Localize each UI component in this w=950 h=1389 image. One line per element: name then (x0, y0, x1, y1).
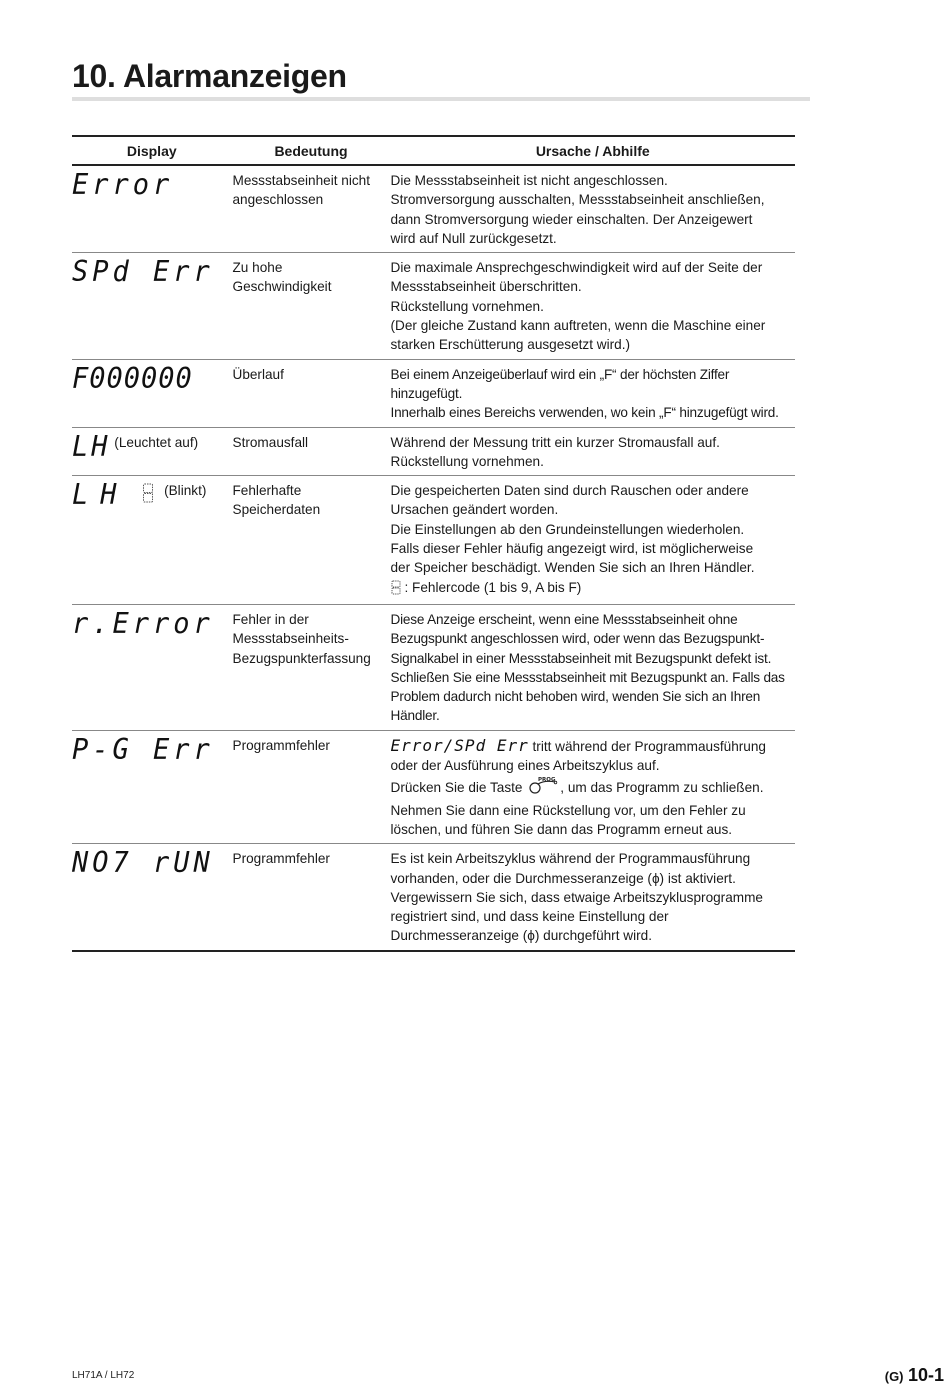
cause-text: , um das Programm zu schließen. (560, 780, 764, 796)
cause-line: dann Stromversorgung wieder einschalten. Der Anzeigewert (390, 211, 753, 227)
meaning-line: Fehler in der (232, 611, 309, 627)
meaning-line: Messstabseinheit nicht (232, 173, 371, 188)
cause-text: tritt während der Programmausführung (528, 738, 766, 754)
table-row (72, 427, 795, 476)
meaning-cell (232, 427, 390, 476)
table-header-row (72, 136, 795, 165)
display-cell (72, 844, 232, 951)
cause-line: Innerhalb eines Bereichs verwenden, wo kein „F“ hinzugefügt wird. (390, 405, 779, 421)
segment-text-error-spd-err: Error/SPd Err (390, 735, 529, 755)
meaning-cell (232, 476, 390, 605)
cause-line: Bei einem Anzeigeüberlauf wird ein „F“ der höchsten Ziffer hinzugefügt. (390, 366, 730, 401)
meaning-line: Speicherdaten (232, 502, 321, 518)
cause-line (391, 736, 790, 756)
meaning-line: Überlauf (232, 366, 284, 382)
cause-line: Rückstellung vornehmen. (390, 298, 544, 314)
meaning-line: Geschwindigkeit (232, 279, 332, 295)
display-cell (72, 476, 232, 605)
cause-line: Messstabseinheit überschritten. (390, 279, 582, 295)
cause-line: vorhanden, oder die Durchmesseranzeige (ϕ) ist aktiviert. (390, 870, 736, 886)
cause-line: Es ist kein Arbeitszyklus während der Programmausführung (390, 851, 751, 867)
cause-cell (390, 604, 795, 730)
footer-page: 10-1 (907, 1365, 944, 1385)
table-row (72, 730, 795, 843)
meaning-line: angeschlossen (232, 192, 324, 208)
cause-line: Signalkabel in einer Messstabseinheit mit Bezugspunkt defekt ist. (390, 650, 772, 666)
display-cell (72, 730, 232, 843)
footer-language-prefix: (G) (884, 1369, 904, 1384)
segment-display-prg-err: P-G Err (72, 733, 214, 767)
meaning-line: Programmfehler (232, 737, 330, 753)
cause-line: wird auf Null zurückgesetzt. (390, 230, 557, 246)
meaning-cell (232, 844, 390, 951)
cause-line: Diese Anzeige erscheint, wenn eine Messstabseinheit ohne (390, 611, 738, 627)
cause-line: Ursachen geändert worden. (390, 502, 559, 518)
meaning-line: Bezugspunkterfassung (232, 650, 371, 666)
footer-page-number (885, 1365, 944, 1386)
cause-line: starken Erschütterung ausgesetzt wird.) (390, 337, 631, 353)
segment-display-lh: LH (72, 430, 111, 464)
cause-line (391, 775, 790, 800)
prog-key-label: PROG (538, 777, 556, 784)
table-row (72, 476, 795, 605)
meaning-line: Messstabseinheits- (232, 631, 349, 647)
meaning-cell (232, 730, 390, 843)
cause-line: Rückstellung vornehmen. (390, 453, 544, 469)
header-meaning: Bedeutung (232, 136, 390, 165)
cause-cell (390, 476, 795, 605)
page-title: 10. Alarmanzeigen (72, 58, 347, 94)
cause-cell (390, 253, 795, 359)
cause-line: Schließen Sie eine Messstabseinheit mit Bezugspunkt an. Falls das (390, 669, 785, 685)
table-row (72, 604, 795, 730)
segment-display-error: Error (72, 168, 174, 202)
cause-line: registriert sind, und dass keine Einstellung der (390, 909, 669, 925)
cause-line: Die Messstabseinheit ist nicht angeschlossen. (390, 173, 668, 188)
meaning-line: Programmfehler (232, 851, 330, 867)
segment-display-lh-blink: LH (72, 479, 129, 512)
segment-display-spd-err: SPd Err (72, 256, 214, 289)
meaning-cell (232, 359, 390, 427)
cause-line: Falls dieser Fehler häufig angezeigt wird, ist möglicherweise (390, 541, 754, 557)
cause-line: der Speicher beschädigt. Wenden Sie sich an Ihren Händler. (390, 560, 755, 576)
display-cell (72, 359, 232, 427)
cause-line: Stromversorgung ausschalten, Messstabseinheit anschließen, (390, 192, 765, 208)
table-row (72, 165, 795, 253)
table-row (72, 253, 795, 359)
alarm-table (72, 135, 795, 952)
display-cell (72, 427, 232, 476)
cause-line: löschen, und führen Sie dann das Programm erneut aus. (390, 821, 733, 837)
cause-cell (390, 427, 795, 476)
display-cell (72, 165, 232, 253)
footer-model: LH71A / LH72 (72, 1370, 135, 1381)
cause-line: Händler. (390, 708, 440, 724)
meaning-line: Stromausfall (232, 434, 309, 450)
cause-line: Die gespeicherten Daten sind durch Rauschen oder andere (390, 483, 749, 499)
cause-line: Vergewissern Sie sich, dass etwaige Arbeitszyklusprogramme (390, 889, 763, 905)
display-cell (72, 253, 232, 359)
cause-legend-text: : Fehlercode (1 bis 9, A bis F) (404, 579, 582, 595)
meaning-cell (232, 604, 390, 730)
header-display: Display (72, 136, 232, 165)
cause-line: (Der gleiche Zustand kann auftreten, wenn die Maschine einer (390, 318, 766, 334)
segment-display-r-error: r.Error (72, 607, 214, 641)
error-code-digit-icon (391, 580, 401, 600)
title-underline (72, 97, 810, 101)
cause-line: Die maximale Ansprechgeschwindigkeit wird auf der Seite der (390, 260, 763, 276)
header-cause: Ursache / Abhilfe (390, 136, 795, 165)
display-note: (Leuchtet auf) (114, 434, 199, 450)
cause-line: Bezugspunkt angeschlossen wird, oder wenn das Bezugspunkt- (390, 631, 765, 647)
cause-cell (390, 844, 795, 951)
display-cell (72, 604, 232, 730)
display-note: (Blinkt) (164, 483, 207, 499)
cause-cell (390, 359, 795, 427)
cause-cell (390, 165, 795, 253)
segment-display-overflow: F000000 (72, 362, 193, 396)
hollow-eight-digit-icon (142, 483, 154, 503)
cause-line: Während der Messung tritt ein kurzer Stromausfall auf. (390, 434, 720, 450)
cause-text: Drücken Sie die Taste (390, 780, 527, 796)
cause-line: Nehmen Sie dann eine Rückstellung vor, um den Fehler zu (390, 802, 746, 818)
cause-legend-line (391, 578, 790, 600)
meaning-line: Zu hohe (232, 260, 283, 276)
prog-key-icon (528, 775, 558, 800)
cause-line: Problem dadurch nicht behoben wird, wenden Sie sich an Ihren (390, 689, 761, 705)
meaning-cell (232, 253, 390, 359)
cause-line: Durchmesseranzeige (ϕ) durchgeführt wird. (390, 928, 652, 944)
segment-display-no-run: NO7 rUN (72, 847, 214, 880)
table-row (72, 844, 795, 951)
meaning-line: Fehlerhafte (232, 483, 302, 499)
cause-line: oder der Ausführung eines Arbeitszyklus auf. (390, 758, 660, 774)
table-row (72, 359, 795, 427)
cause-line: Die Einstellungen ab den Grundeinstellungen wiederholen. (390, 521, 745, 537)
cause-cell (390, 730, 795, 843)
meaning-cell (232, 165, 390, 253)
